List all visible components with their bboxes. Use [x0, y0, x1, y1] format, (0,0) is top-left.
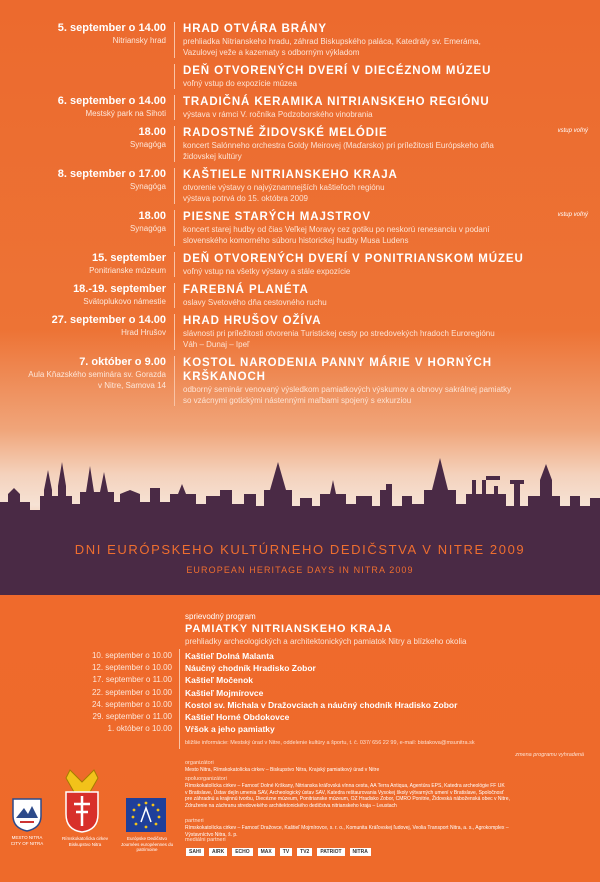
organizer-text: Rímskokatolícka cirkev – Farnosť Dražovce, Kaštieľ Mojmírovce, s. r. o., Komunita Kráľovskej ľudovej, Veolia Transport Nitra, a. s., Agrokomplex – — [185, 825, 509, 831]
event-info — [175, 22, 600, 58]
event-desc: odborný seminár venovaný výsledkom pamiatkových výskumov a obnovy sakrálnej pamiatky — [183, 385, 512, 394]
event-row — [0, 314, 600, 350]
event-title: RADOSTNÉ ŽIDOVSKÉ MELÓDIE — [183, 127, 388, 139]
event-info — [175, 64, 600, 89]
event-desc: oslavy Svetového dňa cestovného ruchu — [183, 298, 327, 307]
sponsor-logo: TV — [280, 848, 292, 856]
event-date: 18.-19. september — [73, 283, 166, 295]
program-date: 17. september o 11.00 — [92, 675, 172, 685]
program-site: Kostol sv. Michala v Dražovciach a náučný chodník Hradisko Zobor — [185, 699, 458, 710]
program-site: Kaštieľ Mojmírovce — [185, 687, 264, 698]
event-title: HRAD HRUŠOV OŽÍVA — [183, 315, 322, 327]
festival-title: DNI EURÓPSKEHO KULTÚRNEHO DEDIČSTVA V NITRE 2009 — [74, 542, 526, 557]
program-label: sprievodný program — [185, 612, 256, 621]
program-row — [0, 712, 600, 721]
media-partners — [186, 848, 371, 856]
event-info — [175, 168, 600, 204]
program-row — [0, 724, 600, 733]
event-place: Synagóga — [129, 182, 166, 191]
program-date: 29. september o 11.00 — [92, 712, 172, 721]
event-desc: prehliadka Nitrianskeho hradu, záhrad Biskupského paláca, Katedrály sv. Emeráma, — [183, 37, 481, 46]
event-when — [0, 210, 174, 246]
events-list — [0, 22, 600, 412]
event-desc: koncert starej hudby od čias Veľkej Moravy cez gotiku po neskorú renesanciu v podaní — [183, 225, 490, 234]
program-row — [0, 663, 600, 672]
organizer-heading: spoluorganizátori — [185, 776, 227, 782]
event-row — [0, 210, 600, 246]
event-place: Hrad Hrušov — [121, 328, 166, 337]
event-info — [175, 314, 600, 350]
organizer-block — [185, 760, 585, 774]
event-date: 27. september o 14.00 — [51, 314, 166, 326]
program-site: Kaštieľ Horné Obdokovce — [185, 712, 290, 722]
title-band — [0, 520, 600, 595]
event-title: PIESNE STARÝCH MAJSTROV — [183, 211, 371, 223]
program-date: 1. október o 10.00 — [107, 724, 172, 734]
sponsor-logo: NITRA — [350, 848, 371, 856]
program-site: Kaštieľ Močenok — [185, 675, 253, 686]
sponsor-logo: AIRK — [209, 848, 227, 856]
organizer-block — [185, 837, 585, 844]
european-heritage-logo — [126, 798, 166, 832]
event-date: 8. september o 17.00 — [57, 168, 166, 180]
nitra-logo-caption: MESTO NITRA CITY OF NITRA — [10, 835, 44, 846]
event-info — [175, 252, 600, 277]
event-desc: Váh – Dunaj – Ipeľ — [183, 340, 250, 349]
contact-info: bližšie informácie: Mestský úrad v Nitre, oddelenie kultúry a športu, t. č. 037/ 656 22 99, e-mail: bistakova@msunitra.sk — [185, 740, 475, 746]
sponsor-logo: PATRIOT — [317, 848, 344, 856]
event-row — [0, 126, 600, 162]
organizer-text: v Bratislave, Ústav dejín umenia SAV, Archeologický ústav SAV, Katedra reštaurovania Vysokej školy výtvarných umení v Bratislave, Spoločnosť — [185, 789, 504, 796]
event-info — [175, 95, 600, 120]
program-date: 24. september o 10.00 — [91, 699, 172, 709]
event-date: 6. september o 14.00 — [57, 95, 166, 107]
organizer-heading: partneri — [185, 818, 204, 824]
event-place: Nitriansky hrad — [112, 36, 166, 45]
event-when — [0, 22, 174, 58]
event-desc: otvorenie výstavy o najvýznamnejších kaštieľoch regiónu — [183, 183, 385, 192]
bishopric-logo-caption: Rímskokatolícka cirkev Biskupstvo Nitra — [61, 836, 108, 847]
event-place: Synagóga — [129, 140, 166, 149]
event-title: TRADIČNÁ KERAMIKA NITRIANSKEHO REGIÓNU — [183, 96, 490, 108]
event-desc: voľný vstup do expozície múzea — [183, 79, 297, 88]
event-when — [0, 314, 174, 350]
event-place: Synagóga — [129, 224, 166, 233]
event-place-line2: v Nitre, Samova 14 — [97, 381, 166, 390]
event-note: vstup voľný — [557, 128, 588, 134]
event-title: FAREBNÁ PLANÉTA — [183, 284, 309, 296]
event-row — [0, 64, 600, 89]
sponsor-logo: ECHO — [232, 848, 252, 856]
program-row — [0, 651, 600, 660]
event-desc: koncert Salónneho orchestra Goldy Meirovej (Maďarsko) pri príležitosti Európskeho dňa — [183, 141, 494, 150]
organizer-heading: mediálni partneri — [185, 837, 226, 843]
program-site: Vŕšok a jeho pamiatky — [185, 724, 275, 735]
event-info — [175, 126, 600, 162]
event-title: DEŇ OTVORENÝCH DVERÍ V PONITRIANSKOM MÚZEU — [183, 253, 524, 265]
event-info — [175, 356, 600, 406]
organizer-text: Rímskokatolícka cirkev – Farnosť Dolné Krškany, Nitrianska kráľovská vínna cesta, AA Terra Antiqua, Agentúra EPS, Katedra archeológie FF UK — [185, 783, 505, 789]
event-info — [175, 210, 600, 246]
organizer-text: Združenie na záchranu stredovekého architektonického dedičstva nitrianskeho kraja – Leustach — [185, 802, 397, 809]
event-row — [0, 356, 600, 406]
event-when — [0, 283, 174, 308]
event-when — [0, 168, 174, 204]
bishopric-crest — [60, 768, 104, 834]
event-date: 5. september o 14.00 — [57, 22, 166, 34]
program-row — [0, 700, 600, 709]
event-info — [175, 283, 600, 308]
event-desc: výstava v rámci V. ročníka Podzoborského vinobrania — [183, 110, 373, 119]
event-place: Aula Kňazského seminára sv. Gorazda — [28, 370, 166, 379]
sponsor-logo: TV2 — [297, 848, 312, 856]
event-title: KOSTOL NARODENIA PANNY MÁRIE V HORNÝCH KRŠKANOCH — [183, 357, 492, 383]
event-note: vstup voľný — [557, 212, 588, 218]
program-site: Náučný chodník Hradisko Zobor — [185, 663, 316, 674]
event-desc: výstava potrvá do 15. októbra 2009 — [183, 194, 308, 203]
event-row — [0, 252, 600, 277]
event-row — [0, 168, 600, 204]
heritage-logo-caption: Európske Dedičstvo Journées européennes du patrimoine — [120, 836, 174, 852]
city-skyline — [0, 450, 600, 520]
organizer-text: Výstavníctvo Nitra, š. p. — [185, 831, 238, 838]
event-row — [0, 22, 600, 58]
festival-subtitle: EUROPEAN HERITAGE DAYS IN NITRA 2009 — [186, 565, 414, 575]
event-place: Mestský park na Sihoti — [85, 109, 166, 118]
event-place: Svätoplukovo námestie — [83, 297, 166, 306]
program-row — [0, 688, 600, 697]
event-title: DEŇ OTVORENÝCH DVERÍ V DIECÉZNOM MÚZEU — [183, 65, 492, 77]
event-desc: slovenského komorného súboru historickej hudby Musa Ludens — [183, 236, 409, 245]
program-site: Kaštieľ Dolná Malanta — [185, 651, 274, 661]
event-date: 15. september — [92, 252, 166, 264]
event-desc: voľný vstup na všetky výstavy a stále expozície — [183, 267, 351, 276]
change-note: zmena programu vyhradená — [515, 752, 584, 758]
organizer-block — [185, 776, 585, 809]
event-row — [0, 95, 600, 120]
event-row — [0, 283, 600, 308]
sponsor-logo: SAHI — [186, 848, 204, 856]
nitra-city-crest — [12, 798, 42, 832]
program-date: 10. september o 10.00 — [91, 651, 172, 660]
program-desc: prehliadky archeologických a architektonických pamiatok Nitry a blízkeho okolia — [185, 637, 467, 646]
event-title: HRAD OTVÁRA BRÁNY — [183, 23, 327, 35]
organizer-text: Mesto Nitra, Rímskokatolícka cirkev – Biskupstvo Nitra, Krajský pamiatkový úrad v Nitre — [185, 767, 380, 773]
program-date: 22. september o 10.00 — [91, 687, 172, 697]
organizer-text: pre záhradnú a krajinnú tvorbu, Diecézne múzeum, Ponitrianske múzeum, OZ Hradisko Zobor, CMRO Ponitrie, Židovská náboženská obec v Nitre, — [185, 796, 510, 802]
organizer-heading: organizátori — [185, 760, 214, 766]
event-when — [0, 95, 174, 120]
program-row — [0, 675, 600, 684]
event-desc: Vazulovej veže a kazematy s odborným výkladom — [183, 48, 360, 57]
program-date: 12. september o 10.00 — [91, 663, 172, 673]
event-place: Ponitrianske múzeum — [89, 266, 166, 275]
event-date: 18.00 — [138, 126, 166, 138]
event-desc: slávnosti pri príležitosti otvorenia Turistickej cesty po stredovekých hradoch Euroregiónu — [183, 329, 495, 338]
event-when — [0, 252, 174, 277]
event-desc: židovskej kultúry — [183, 152, 242, 161]
organizer-block — [185, 818, 585, 838]
event-date: 7. október o 9.00 — [79, 356, 166, 368]
event-when — [0, 64, 174, 89]
program-title: PAMIATKY NITRIANSKEHO KRAJA — [185, 623, 393, 635]
event-when — [0, 126, 174, 162]
event-title: KAŠTIELE NITRIANSKEHO KRAJA — [183, 169, 398, 181]
event-date: 18.00 — [138, 210, 166, 222]
sponsor-logo: MAX — [258, 848, 275, 856]
event-desc: so vzácnymi gotickými nástennými maľbami spojený s exkurziou — [183, 396, 412, 405]
event-when — [0, 356, 174, 406]
